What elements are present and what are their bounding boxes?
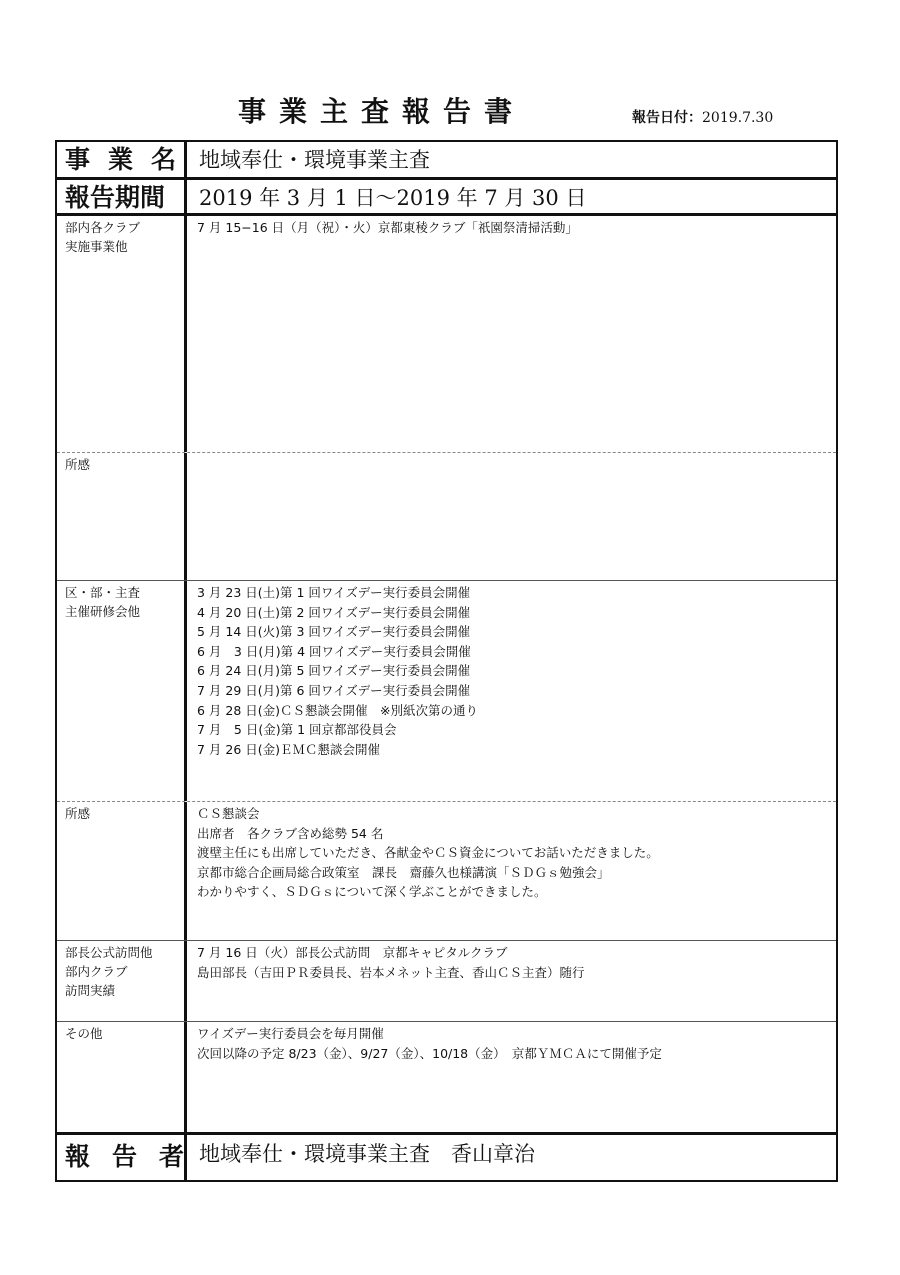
training-row	[57, 581, 836, 802]
other-content	[187, 1022, 836, 1132]
reporter-label: 報告者	[57, 1135, 187, 1180]
training-label-line: 区・部・主査	[65, 585, 141, 600]
business-name-value: 地域奉仕・環境事業主査	[199, 148, 430, 172]
impressions-entry: 京都市総合企画局総合政策室 課長 齋藤久也様講演「ＳＤＧｓ勉強会」	[197, 864, 610, 880]
report-date-label: 報告日付：	[632, 110, 702, 126]
reporter-value: 地域奉仕・環境事業主査 香山章治	[199, 1142, 535, 1166]
visits-label	[57, 941, 187, 1021]
impressions-entry: 渡壁主任にも出席していただき、各献金やＣＳ資金についてお話いただきました。	[197, 845, 659, 861]
reporter-row	[57, 1135, 836, 1180]
impressions-row-2	[57, 802, 836, 941]
training-entry: 4 月 20 日(土)第 2 回ワイズデー実行委員会開催	[197, 604, 471, 620]
report-period-label: 報告期間	[57, 180, 187, 213]
visits-label-line: 部内クラブ	[65, 964, 128, 979]
impressions-entry: わかりやすく、ＳＤＧｓについて深く学ぶことができました。	[197, 884, 547, 900]
training-entry: 6 月 28 日(金)ＣＳ懇談会開催 ※別紙次第の通り	[197, 702, 479, 718]
training-label-line: 主催研修会他	[65, 604, 141, 619]
training-entry: 3 月 23 日(土)第 1 回ワイズデー実行委員会開催	[197, 585, 471, 600]
training-entry: 7 月 5 日(金)第 1 回京都部役員会	[197, 722, 397, 738]
impressions-label-2: 所感	[57, 802, 187, 940]
visits-row	[57, 941, 836, 1022]
club-events-label-line: 部内各クラブ	[65, 220, 141, 235]
report-date-value: 2019.7.30	[702, 110, 774, 126]
report-period-row	[57, 180, 836, 216]
club-events-row	[57, 216, 836, 453]
impressions-entry: 出席者 各クラブ含め総勢 54 名	[197, 825, 384, 841]
other-entry: 次回以降の予定 8/23（金）、9/27（金）、10/18（金） 京都ＹＭＣＡにて開催予定	[197, 1045, 662, 1061]
training-content	[187, 581, 836, 801]
visits-entry: 島田部長（吉田ＰＲ委員長、岩本メネット主査、香山ＣＳ主査）随行	[197, 964, 585, 980]
report-period-value: 2019 年 3 月 1 日〜2019 年 7 月 30 日	[199, 186, 587, 210]
training-label	[57, 581, 187, 801]
report-date	[632, 108, 773, 128]
club-events-content	[187, 216, 836, 452]
visits-label-line: 訪問実績	[65, 983, 116, 998]
visits-entry: 7 月 16 日（火）部長公式訪問 京都キャピタルクラブ	[197, 945, 508, 960]
visits-content	[187, 941, 836, 1021]
training-entry: 7 月 29 日(月)第 6 回ワイズデー実行委員会開催	[197, 682, 471, 698]
other-label: その他	[57, 1022, 187, 1132]
visits-label-line: 部長公式訪問他	[65, 945, 153, 960]
impressions-content-1	[187, 453, 836, 580]
impressions-row-1	[57, 453, 836, 581]
impressions-content-2	[187, 802, 836, 940]
club-events-label	[57, 216, 187, 452]
training-entry: 7 月 26 日(金)ＥＭＣ懇談会開催	[197, 741, 381, 757]
business-name-row	[57, 142, 836, 180]
training-entry: 5 月 14 日(火)第 3 回ワイズデー実行委員会開催	[197, 624, 471, 640]
impressions-label-1: 所感	[57, 453, 187, 580]
training-entry: 6 月 3 日(月)第 4 回ワイズデー実行委員会開催	[197, 643, 471, 659]
business-name-label: 事業名	[57, 142, 187, 177]
training-entry: 6 月 24 日(月)第 5 回ワイズデー実行委員会開催	[197, 663, 471, 679]
other-entry: ワイズデー実行委員会を毎月開催	[197, 1026, 384, 1041]
other-row	[57, 1022, 836, 1135]
impressions-entry: ＣＳ懇談会	[197, 806, 260, 821]
club-events-label-line: 実施事業他	[65, 239, 128, 254]
document-title: 事業主査報告書	[238, 95, 526, 128]
club-events-entry: 7 月 15−16 日（月（祝）・火）京都東稜クラブ「祇園祭清掃活動」	[197, 220, 578, 235]
report-form	[55, 140, 838, 1182]
